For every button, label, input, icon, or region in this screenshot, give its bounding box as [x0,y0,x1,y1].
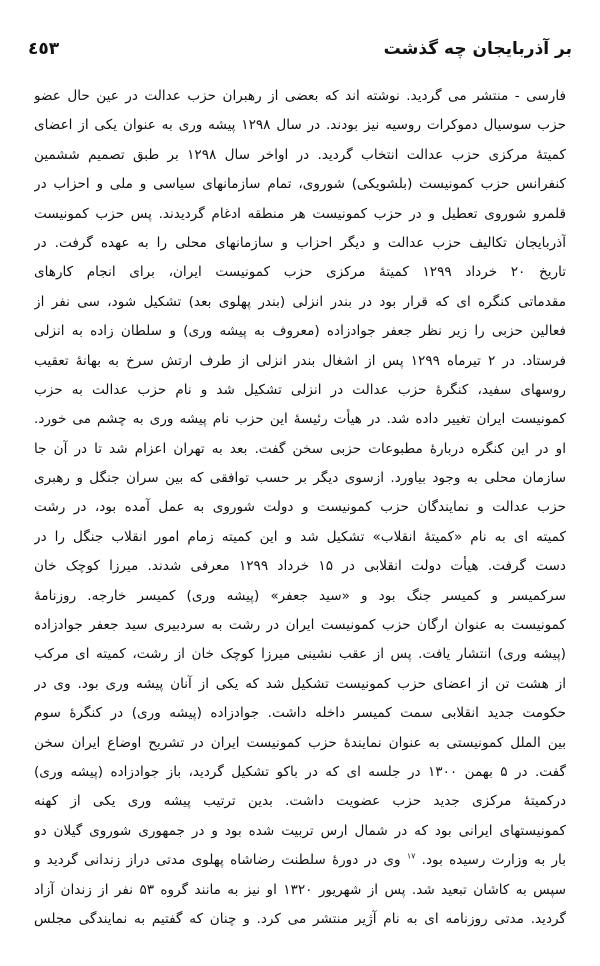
page-header [28,34,572,64]
text-line: (پیشه وری) انتشار یافت. پس از عقب نشینی میرزا کوچک خان از رشت، کمیته ای مرکب [34,646,566,663]
text-line: سازمان محلی به وجود بیاورد. ازسوی دیگر بر حسب توافقی که بین سران جنگل و رهبری [34,470,566,487]
text-line: فعالین حزبی را زیر نظر جعفر جوادزاده (معروف به پیشه وری) و سلطان زاده به انزلی [34,323,566,340]
text-line: سرکمیسر و کمیسر جنگ بود و «سید جعفر» (پیشه وری) کمیسر خارجه. روزنامهٔ [34,587,566,604]
text-line: تاریخ ۲۰ خرداد ۱۲۹۹ کمیتهٔ مرکزی حزب کمونیست ایران، برای انجام کارهای [34,264,566,281]
text-line: آذربایجان تکالیف حزب عدالت و دیگر احزاب و سازمانهای محلی را به عهده گرفت. در [34,234,566,251]
text-line: حزب عدالت و نمایندگان حزب کمونیست و دولت شوروی به عمل آمده بود، در رشت [34,499,566,516]
text-line: کمیته ای به نام «کمیتهٔ انقلاب» تشکیل شد و این کمیته زمام امور انقلاب جنگل را در [34,528,566,545]
text-line: کمیتهٔ مرکزی حزب عدالت انتخاب گردید. در اواخر سال ۱۲۹۸ بر طبق تصمیم ششمین [34,146,566,163]
text-line: سپس به کاشان تبعید شد. پس از شهریور ۱۳۲۰ او نیز به مانند گروه ۵۳ نفر از زندان آزاد [34,881,566,898]
text-line: از هشت تن از اعضای حزب کمونیست تشکیل شد که یکی از آنان پیشه وری بود. وی در [34,675,566,692]
line-text-before: بار به وزارت رسیده بود. [421,852,566,869]
text-line: روسهای سفید، کنگرهٔ حزب عدالت در انزلی تشکیل شد و نام حزب عدالت به حزب [34,381,566,398]
body-text [34,82,566,934]
text-line: کمونیستهای ایرانی بود که در شمال ارس تربیت شده بود و در جمهوری شوروی گیلان دو [34,822,566,839]
text-line: فارسی - منتشر می گردید. نوشته اند که بعضی از رهبران حزب عدالت در عین حال عضو [34,88,566,104]
footnote-marker[interactable]: ۱۷ [406,851,416,861]
text-line: او در این کنگره دربارهٔ مطبوعات حزبی سخن گفت. بعد به تهران اعزام شد تا در آن جا [34,440,566,457]
text-line: حکومت جدید انقلابی سمت کمیسر داخله داشت. جوادزاده (پیشه وری) در کنگرهٔ سوم [34,705,566,722]
text-line: بین الملل کمونیستی به عنوان نمایندهٔ حزب کمونیست ایران در تشریح اوضاع ایران سخن [34,734,566,751]
line-text-after: وی در دورهٔ سلطنت رضاشاه پهلوی مدتی دراز زندانی گردید و [34,852,401,869]
text-line: دست گرفت. هیأت دولت انقلابی در ۱۵ خرداد ۱۲۹۹ معرفی شدند. میرزا کوچک خان [34,558,566,575]
text-line: گفت. در ۵ بهمن ۱۳۰۰ در جلسه ای که در باکو تشکیل گردید، باز جوادزاده (پیشه وری) [34,763,566,780]
page-number: ٤٥٣ [28,39,60,59]
footnote-text-line [34,846,566,875]
text-line: قلمرو شوروی تعطیل و در حزب کمونیست هر منطقه ادغام گردیدند. پس حزب کمونیست [34,205,566,222]
text-line: کمونیست ایران تغییر داده شد. در هیأت رئیسهٔ این حزب نام پیشه وری به چشم می خورد. [34,411,566,428]
text-line: حزب سوسیال دموکرات روسیه نیز بودند. در سال ۱۲۹۸ پیشه وری به عنوان یکی از اعضای [34,117,566,134]
running-title: بر آذربایجان چه گذشت [383,39,572,59]
text-line: کمونیست به عنوان ارگان حزب کمونیست ایران در رشت به سردبیری سید جعفر جوادزاده [34,617,566,634]
text-line: کنفرانس حزب کمونیست (بلشویکی) شوروی، تمام سازمانهای سیاسی و ملی و احزاب در [34,176,566,193]
text-line: درکمیتهٔ مرکزی جدید حزب عضویت داشت. بدین ترتیب پیشه وری یکی از کهنه [34,793,566,810]
text-line: مقدماتی کنگره ای که قرار بود در بندر انزلی (بندر پهلوی بعد) تشکیل شود، سی نفر از [34,293,566,310]
text-line: فرستاد. در ۲ تیرماه ۱۲۹۹ پس از اشغال بندر انزلی از طرف ارتش سرخ به بهانهٔ تعقیب [34,352,566,369]
text-line: گردید. مدتی روزنامه ای به نام آژیر منتشر می کرد. و چنان که گفتیم به نمایندگی مجلس [34,910,566,927]
